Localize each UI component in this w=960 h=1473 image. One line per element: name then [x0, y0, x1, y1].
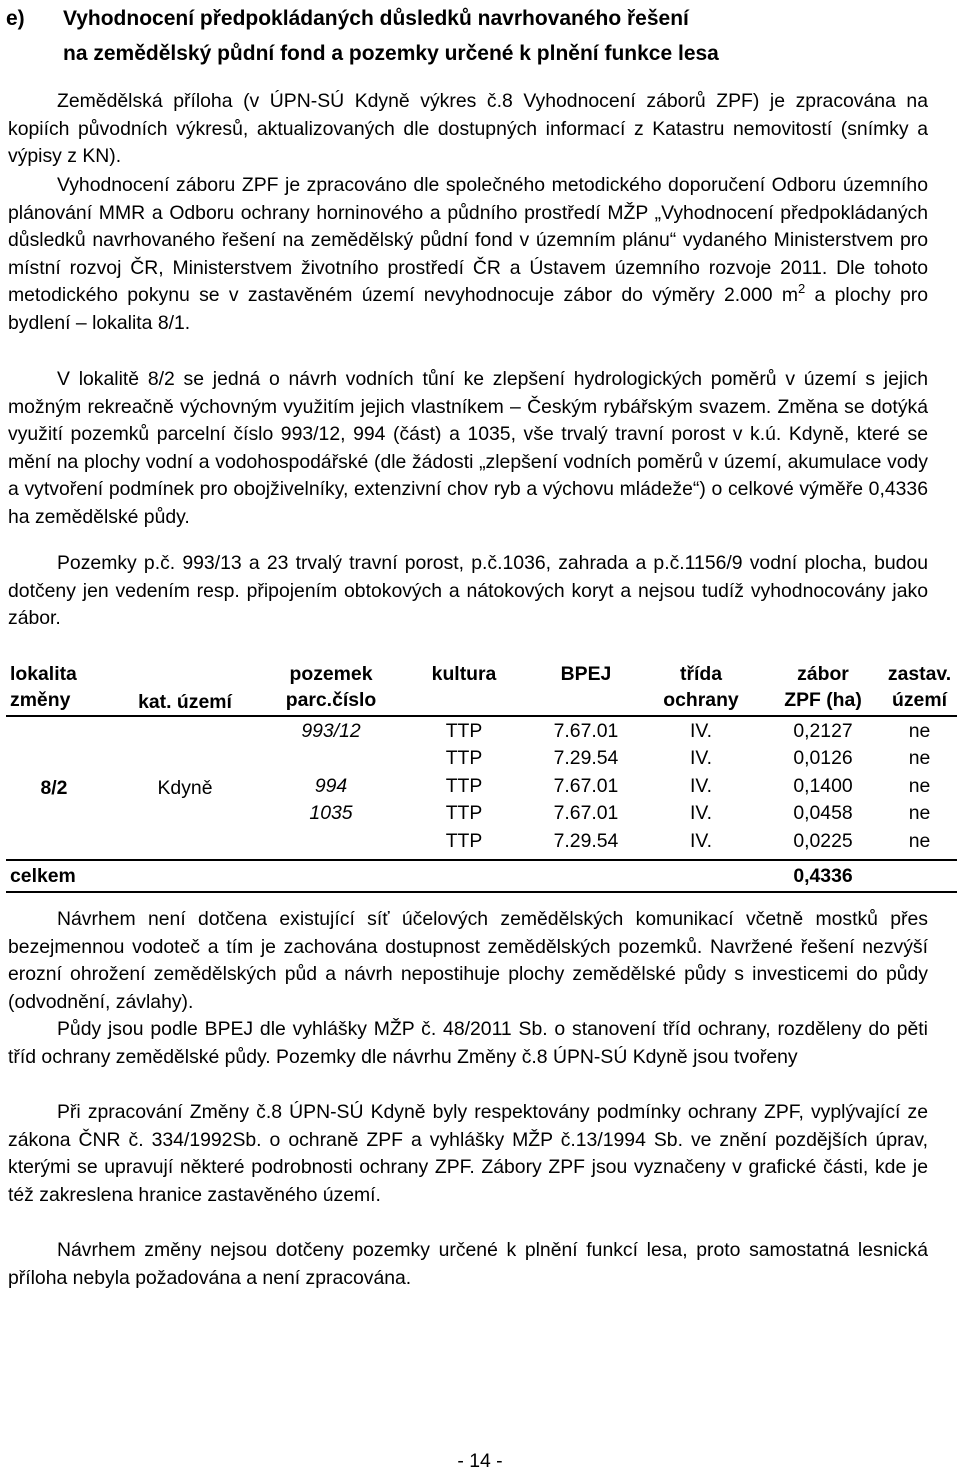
zastav-value: ne [908, 802, 931, 825]
header-bpej: BPEJ [560, 663, 612, 685]
zastav-value: ne [908, 747, 931, 770]
zabor-value: 0,0225 [793, 829, 853, 852]
cell-kat-uzemi: Kdyně [102, 716, 268, 860]
trida-value: IV. [690, 829, 712, 852]
paragraph-bpej [8, 1016, 928, 1071]
bpej-value: 7.29.54 [553, 829, 619, 852]
page-number: - 14 - [457, 1450, 503, 1472]
cell-parcely [268, 716, 394, 860]
bpej-value: 7.29.54 [553, 747, 619, 770]
kultura-value: TTP [445, 720, 483, 742]
total-label: celkem [6, 860, 268, 892]
parcel-value: 1035 [309, 802, 353, 825]
paragraph-body: Vyhodnocení záboru ZPF je zpracováno dle společného metodického doporučení Odboru územního plánování MMR a Odboru ochrany horninového a půdního prostředí MŽP „Vyhodnocení předpokládaných důsledků navrhovaného řešení na zemědělský půdní fond v územním plánu“ vydaného Ministerstvem pro místní rozvoj ČR, Ministerstvem životního prostředí ČR a Ústavem územního rozvoje 2011. Dle tohoto metodického pokynu se v zastavěném území nevyhodnocuje zábor do výměry 2.000 m [8, 174, 928, 307]
header-pozemek: pozemek parc.číslo [285, 663, 377, 711]
bpej-value: 7.67.01 [553, 802, 619, 825]
paragraph-komunikace [8, 906, 928, 1016]
total-value: 0,4336 [764, 860, 882, 892]
paragraph-text: Návrhem změny nejsou dotčeny pozemky určené k plnění funkcí lesa, proto samostatná lesnická příloha nebyla požadována a není zpracována. [8, 1239, 928, 1289]
paragraph-tail: a plochy pro bydlení – lokalita 8/1. [8, 284, 928, 334]
section-title-line-2: na zemědělský půdní fond a pozemky určené k plnění funkce lesa [63, 42, 719, 65]
kultura-value: TTP [445, 802, 483, 825]
parcel-value [268, 828, 394, 855]
paragraph-text: Návrhem není dotčena existující síť účelových zemědělských komunikací včetně mostků přes bezejmennou vodoteč a tím je zachována dostupnost zemědělských pozemků. Navržené řešení nezvýší erozní ohrožení zemědělských půd a návrh nepostihuje plochy zemědělské půdy s investicemi do půdy (odvodnění, závlahy). [8, 908, 928, 1013]
paragraph-text: Při zpracování Změny č.8 ÚPN-SÚ Kdyně byly respektovány podmínky ochrany ZPF, vyplývající ze zákona ČNR č. 334/1992Sb. o ochraně ZPF a vyhlášky MŽP č.13/1994 Sb. ve znění pozdějších úprav, kterými se upravují některé podrobnosti ochrany ZPF. Zábory ZPF jsou vyznačeny v grafické části, kde je též zakreslena hranice zastavěného území. [8, 1101, 928, 1206]
paragraph-text: Pozemky p.č. 993/13 a 23 trvalý travní porost, p.č.1036, zahrada a p.č.1156/9 vodní plocha, budou dotčeny jen vedením resp. připojením obtokových a nátokových koryt a nejsou tudíž vyhodnocovány jako zábor. [8, 552, 928, 630]
bpej-value: 7.67.01 [553, 774, 619, 797]
bpej-value: 7.67.01 [553, 720, 619, 742]
paragraph-text: V lokalitě 8/2 se jedná o návrh vodních tůní ke zlepšení hydrologických poměrů v území s jejich možným rekreačně výchovným využitím jejich vlastníkem – Českým rybářským svazem. Změna se dotýká využití pozemků parcelní číslo 993/12, 994 (část) a 1035, vše trvalý travní porost v k.ú. Kdyně, které se mění na plochy vodní a vodohospodářské (dle žádosti „zlepšení vodních poměrů v území, akumulace vody a vytvoření podmínek pro obojživelníky, extenzivní chov ryb a výchovu mládeže“) o celkové výměře 0,4336 ha zemědělské půdy. [8, 368, 928, 528]
header-kat-uzemi: kat. území [138, 691, 232, 713]
zastav-value: ne [908, 720, 931, 742]
total-spacer-end [882, 860, 957, 892]
cell-bpej [534, 716, 638, 860]
table-total-row [6, 860, 957, 892]
zastav-value: ne [908, 774, 931, 797]
section-letter: e) [6, 7, 25, 30]
kultura-value: TTP [445, 829, 483, 852]
parcel-value: 994 [314, 774, 348, 797]
zabor-value: 0,2127 [793, 720, 853, 742]
table-header-row [6, 661, 957, 716]
header-kultura: kultura [431, 663, 497, 685]
header-zastav: zastav. území [887, 663, 952, 711]
kultura-value: TTP [445, 774, 483, 797]
zastav-value: ne [908, 829, 931, 852]
cell-zastav [882, 716, 957, 860]
paragraph-text: Půdy jsou podle BPEJ dle vyhlášky MŽP č. 48/2011 Sb. o stanovení tříd ochrany, rozděleny do pěti tříd ochrany zemědělské půdy. Pozemky dle návrhu Změny č.8 ÚPN-SÚ Kdyně jsou tvořeny [8, 1018, 928, 1068]
zabor-value: 0,0458 [793, 802, 853, 825]
paragraph-lesy [8, 1237, 928, 1292]
cell-zabor [764, 716, 882, 860]
paragraph-zemedelska-priloha [8, 88, 928, 171]
zabor-table [6, 661, 957, 893]
cell-kultura [394, 716, 534, 860]
paragraph-pozemky [8, 550, 928, 633]
trida-value: IV. [690, 720, 712, 742]
header-zabor: zábor ZPF (ha) [784, 663, 862, 711]
zabor-value: 0,0126 [793, 747, 853, 770]
header-lokalita: lokalita změny [10, 663, 77, 711]
cell-lokalita: 8/2 [6, 716, 102, 860]
table-row [6, 716, 957, 860]
superscript-2: 2 [798, 281, 806, 297]
header-trida: třída ochrany [663, 663, 739, 711]
cell-trida [638, 716, 764, 860]
trida-value: IV. [690, 774, 712, 797]
total-spacer [268, 860, 764, 892]
parcel-value [268, 745, 394, 772]
kultura-value: TTP [445, 747, 483, 770]
paragraph-text [8, 172, 928, 338]
paragraph-lokalita-8-2 [8, 366, 928, 532]
zabor-value: 0,1400 [793, 774, 853, 797]
paragraph-text: Zemědělská příloha (v ÚPN-SÚ Kdyně výkres č.8 Vyhodnocení záborů ZPF) je zpracována na kopiích původních výkresů, aktualizovaných dle dostupných informací z Katastru nemovitostí (snímky a výpisy z KN). [8, 90, 928, 168]
section-title-line-1: Vyhodnocení předpokládaných důsledků navrhovaného řešení [63, 7, 689, 30]
paragraph-podminky-ochrany [8, 1099, 928, 1209]
parcel-value: 993/12 [301, 720, 361, 742]
paragraph-vyhodnoceni-zaboru [8, 172, 928, 338]
trida-value: IV. [690, 747, 712, 770]
trida-value: IV. [690, 802, 712, 825]
